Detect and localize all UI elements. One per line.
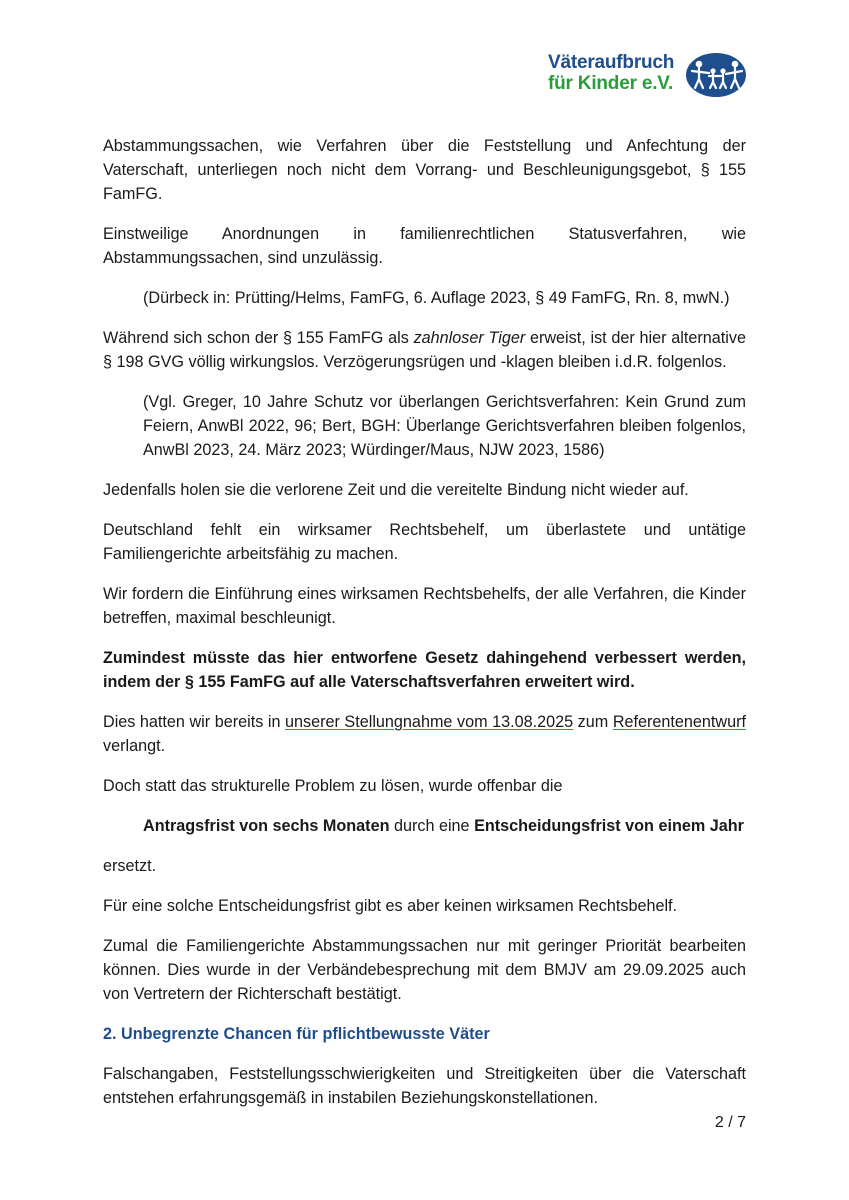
emphasis-text: zahnloser Tiger <box>413 329 526 347</box>
paragraph: Zumal die Familiengerichte Abstammungssachen nur mit geringer Priorität bearbeiten können. Dies wurde in der Verbändebesprechung mit dem BMJV am 29.09.2025 auch von Vertretern der Richterschaft bestätigt. <box>103 937 746 1003</box>
text-segment: zum <box>573 713 613 731</box>
text-segment: Dies hatten wir bereits in <box>103 713 285 731</box>
indented-line <box>103 814 746 838</box>
section-heading: 2. Unbegrenzte Chancen für pflichtbewusste Väter <box>103 1025 490 1043</box>
text-segment: Während sich schon der § 155 FamFG als <box>103 329 414 347</box>
page-number: 2 / 7 <box>714 1114 746 1131</box>
paragraph: ersetzt. <box>103 857 157 875</box>
paragraph: Falschangaben, Feststellungsschwierigkeiten und Streitigkeiten über die Vaterschaft entstehen erfahrungsgemäß in instabilen Beziehungskonstellationen. <box>103 1065 746 1107</box>
bold-text: Antragsfrist von sechs Monaten <box>143 817 390 835</box>
citation: (Vgl. Greger, 10 Jahre Schutz vor überlangen Gerichtsverfahren: Kein Grund zum Feiern, AnwBl 2022, 96; Bert, BGH: Überlange Gerichtsverfahren bleiben folgenlos, AnwBl 2023, 24. März 2023; Würdinger/Maus, NJW 2023, 1586) <box>143 393 746 459</box>
paragraph: Doch statt das strukturelle Problem zu lösen, wurde offenbar die <box>103 777 563 795</box>
text-segment: erweist, ist der hier alternative § 198 GVG völlig wirkungslos. Verzögerungsrügen und -klagen bleiben i.d.R. folgenlos. <box>103 329 746 371</box>
paragraph: Deutschland fehlt ein wirksamer Rechtsbehelf, um überlastete und untätige Familiengerichte arbeitsfähig zu machen. <box>103 521 746 563</box>
paragraph: Einstweilige Anordnungen in familienrechtlichen Statusverfahren, wie Abstammungssachen, sind unzulässig. <box>103 225 746 267</box>
bold-text: Entscheidungsfrist von einem Jahr <box>474 817 744 835</box>
draft-bill-link[interactable]: Referentenentwurf <box>612 713 746 731</box>
bold-demand: Zumindest müsste das hier entworfene Gesetz dahingehend verbessert werden, indem der § 155 FamFG auf alle Vaterschaftsverfahren erweitert wird. <box>103 649 746 691</box>
organization-logo <box>548 52 748 100</box>
citation: (Dürbeck in: Prütting/Helms, FamFG, 6. Auflage 2023, § 49 FamFG, Rn. 8, mwN.) <box>143 289 730 307</box>
paragraph: Jedenfalls holen sie die verlorene Zeit und die vereitelte Bindung nicht wieder auf. <box>103 481 689 499</box>
paragraph: Abstammungssachen, wie Verfahren über die Feststellung und Anfechtung der Vaterschaft, unterliegen noch nicht dem Vorrang- und Beschleunigungsgebot, § 155 FamFG. <box>103 137 746 203</box>
logo-line-1: Väteraufbruch <box>548 52 675 73</box>
paragraph <box>103 710 746 758</box>
logo-line-2: für Kinder e.V. <box>548 73 674 94</box>
text-segment: durch eine <box>389 817 475 835</box>
paragraph <box>103 326 746 374</box>
text-segment: verlangt. <box>103 737 166 755</box>
family-emblem-icon <box>685 52 747 98</box>
paragraph <box>103 646 746 694</box>
statement-link[interactable]: unserer Stellungnahme vom 13.08.2025 <box>285 713 574 731</box>
paragraph: Wir fordern die Einführung eines wirksamen Rechtsbehelfs, der alle Verfahren, die Kinder betreffen, maximal beschleunigt. <box>103 585 746 627</box>
paragraph: Für eine solche Entscheidungsfrist gibt es aber keinen wirksamen Rechtsbehelf. <box>103 897 678 915</box>
document-body <box>103 134 746 1126</box>
logo-wordmark <box>548 52 674 94</box>
